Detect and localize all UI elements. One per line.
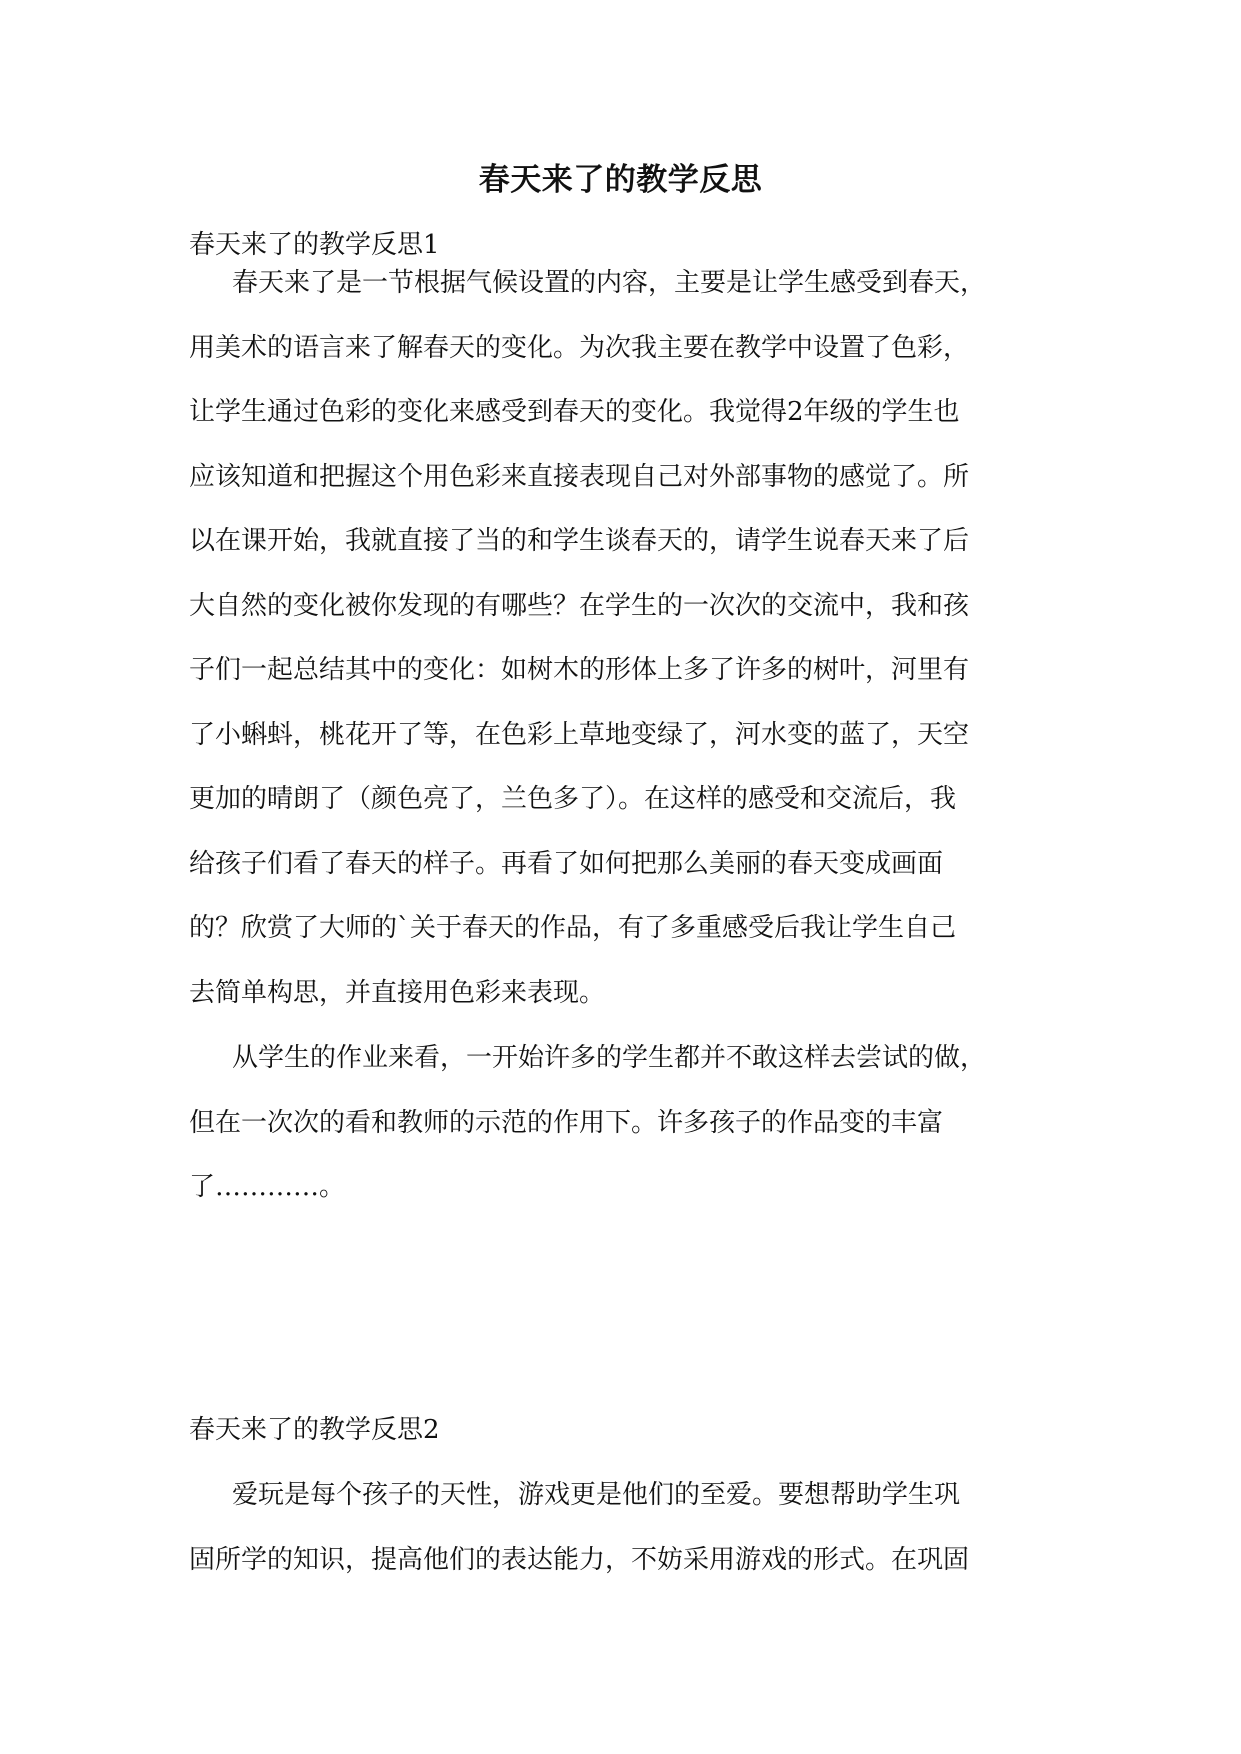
text-line: 大自然的变化被你发现的有哪些？在学生的一次次的交流中，我和孩 bbox=[189, 590, 970, 621]
text-line: 了小蝌蚪，桃花开了等，在色彩上草地变绿了，河水变的蓝了，天空 bbox=[189, 719, 970, 750]
text-line: 子们一起总结其中的变化：如树木的形体上多了许多的树叶，河里有 bbox=[189, 655, 970, 685]
text-line: 用美术的语言来了解春天的变化。为次我主要在教学中设置了色彩， bbox=[189, 332, 970, 363]
text-line: 从学生的作业来看，一开始许多的学生都并不敢这样去尝试的做， bbox=[232, 1043, 987, 1073]
section-heading-2: 春天来了的教学反思2 bbox=[189, 1415, 440, 1445]
text-line: 但在一次次的看和教师的示范的作用下。许多孩子的作品变的丰富 bbox=[189, 1107, 944, 1138]
text-line: 去简单构思，并直接用色彩来表现。 bbox=[189, 977, 606, 1008]
text-line: 春天来了是一节根据气候设置的内容，主要是让学生感受到春天， bbox=[232, 268, 987, 298]
text-line: 更加的晴朗了（颜色亮了，兰色多了）。在这样的感受和交流后，我 bbox=[189, 784, 957, 814]
paragraph-1-1 bbox=[189, 251, 1059, 1025]
paragraph-2-1 bbox=[189, 1463, 1059, 1592]
text-line: 了…………。 bbox=[189, 1172, 346, 1202]
text-line: 应该知道和把握这个用色彩来直接表现自己对外部事物的感觉了。所 bbox=[189, 461, 970, 492]
text-line: 给孩子们看了春天的样子。再看了如何把那么美丽的春天变成画面 bbox=[189, 848, 944, 879]
text-line: 让学生通过色彩的变化来感受到春天的变化。我觉得2年级的学生也 bbox=[189, 397, 960, 427]
paragraph-1-2 bbox=[189, 1026, 1059, 1220]
section-heading-1: 春天来了的教学反思1 bbox=[189, 230, 440, 260]
document-title: 春天来了的教学反思 bbox=[478, 162, 763, 198]
text-line: 固所学的知识，提高他们的表达能力，不妨采用游戏的形式。在巩固 bbox=[189, 1544, 970, 1575]
text-line: 以在课开始，我就直接了当的和学生谈春天的，请学生说春天来了后 bbox=[189, 526, 970, 556]
text-line: 的？欣赏了大师的`关于春天的作品，有了多重感受后我让学生自己 bbox=[189, 913, 957, 943]
text-line: 爱玩是每个孩子的天性，游戏更是他们的至爱。要想帮助学生巩 bbox=[232, 1480, 961, 1510]
